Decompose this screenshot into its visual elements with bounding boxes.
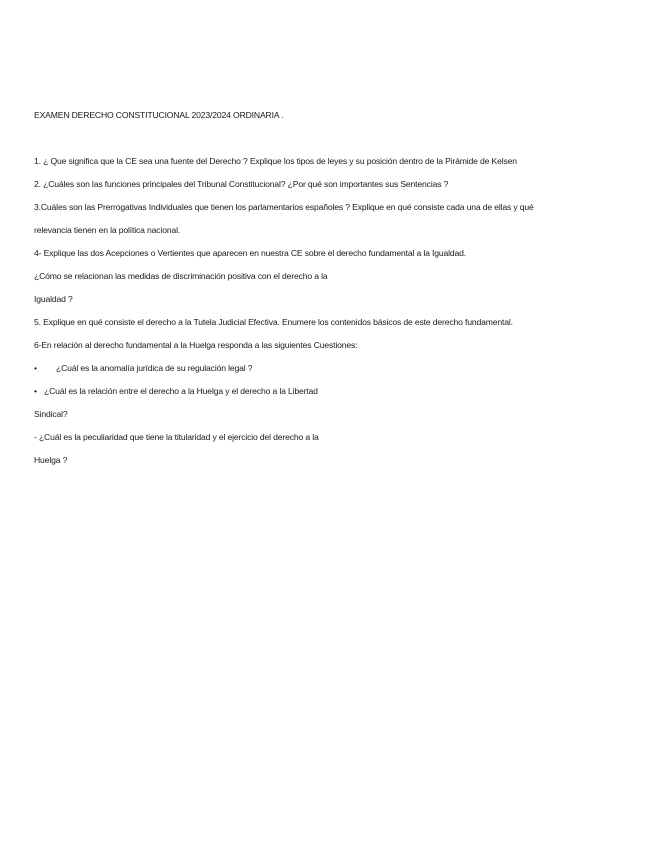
question-4-subquestion: ¿Cómo se relacionan las medidas de discriminación positiva con el derecho a la xyxy=(34,271,328,281)
question-6-item-3-continuation: Huelga ? xyxy=(34,455,68,465)
bullet-marker: • xyxy=(34,363,37,373)
question-3-continuation: relevancia tienen en la política nacional. xyxy=(34,225,181,235)
question-5: 5. Explique en qué consiste el derecho a la Tutela Judicial Efectiva. Enumere los contenidos básicos de este derecho fundamental. xyxy=(34,317,513,327)
document-title: EXAMEN DERECHO CONSTITUCIONAL 2023/2024 ORDINARIA . xyxy=(34,110,284,120)
bullet-text: ¿Cuál es la relación entre el derecho a la Huelga y el derecho a la Libertad xyxy=(44,386,318,396)
question-1: 1. ¿ Que significa que la CE sea una fuente del Derecho ? Explique los tipos de leyes y su posición dentro de la Pirámide de Kelsen xyxy=(34,156,517,166)
bullet-text: ¿Cuál es la anomalía jurídica de su regulación legal ? xyxy=(56,363,253,373)
question-6-bullet-2-continuation: Sindical? xyxy=(34,409,68,419)
question-4: 4- Explique las dos Acepciones o Vertientes que aparecen en nuestra CE sobre el derecho fundamental a la Igualdad. xyxy=(34,248,466,258)
question-6-bullet-1 xyxy=(34,363,252,374)
question-6-bullet-2 xyxy=(34,386,318,397)
question-4-subquestion-continuation: Igualdad ? xyxy=(34,294,73,304)
question-6: 6-En relación al derecho fundamental a la Huelga responda a las siguientes Cuestiones: xyxy=(34,340,358,350)
question-6-item-3: - ¿Cuál es la peculiaridad que tiene la titularidad y el ejercicio del derecho a la xyxy=(34,432,319,442)
question-3: 3.Cuáles son las Prerrogativas Individuales que tienen los parlamentarios españoles ? Explique en qué consiste cada una de ellas y qué xyxy=(34,202,534,212)
bullet-marker: • xyxy=(34,386,37,396)
question-2: 2. ¿Cuáles son las funciones principales del Tribunal Constitucional? ¿Por qué son importantes sus Sentencias ? xyxy=(34,179,449,189)
